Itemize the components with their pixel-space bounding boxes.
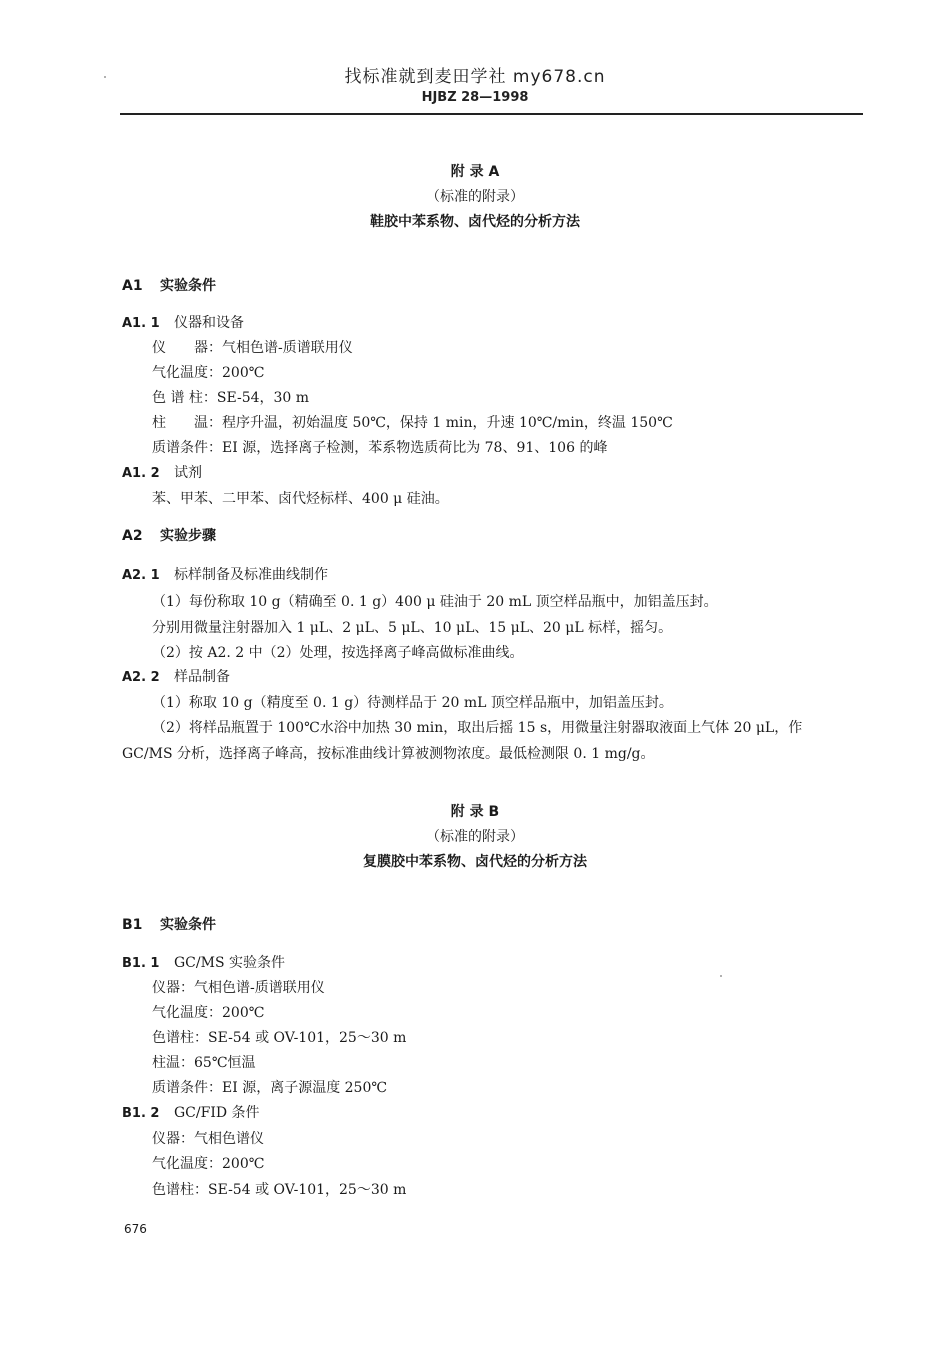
a1-1-line-2: 气化温度：200℃ <box>152 365 265 381</box>
subsection-b1-2-label: GC/FID 条件 <box>174 1105 260 1121</box>
b1-2-line-3: 色谱柱：SE-54 或 OV-101，25～30 m <box>152 1182 407 1198</box>
a1-1-line-5: 质谱条件：EI 源，选择离子检测，苯系物选质荷比为 78、91、106 的峰 <box>152 440 608 456</box>
subsection-a2-1 <box>122 566 328 585</box>
section-a1-num: A1 <box>122 278 143 294</box>
appendix-b-subtitle: （标准的附录） <box>426 829 524 845</box>
appendix-b-title: 附 录 B <box>450 804 500 820</box>
b1-2-line-1: 仪器：气相色谱仪 <box>152 1131 264 1147</box>
subsection-a1-1 <box>122 314 244 333</box>
a2-2-line-1: （1）称取 10 g（精度至 0. 1 g）待测样品于 20 mL 顶空样品瓶中，加铝盖压封。 <box>152 695 673 711</box>
subsection-b1-1 <box>122 954 285 973</box>
a1-2-line-1: 苯、甲苯、二甲苯、卤代烃标样、400 μ 硅油。 <box>152 491 449 507</box>
subsection-a2-2-label: 样品制备 <box>174 669 230 685</box>
a2-2-line-2: （2）将样品瓶置于 100℃水浴中加热 30 min，取出后摇 15 s，用微量注射器取液面上气体 20 μL，作 <box>152 720 803 736</box>
header-rule <box>120 113 863 115</box>
section-b1 <box>122 916 216 934</box>
appendix-a-heading: 鞋胶中苯系物、卤代烃的分析方法 <box>370 214 580 230</box>
section-a2-num: A2 <box>122 528 143 544</box>
section-a1-label: 实验条件 <box>160 278 216 294</box>
b1-1-line-5: 质谱条件：EI 源，离子源温度 250℃ <box>152 1080 388 1096</box>
section-b1-num: B1 <box>122 917 143 933</box>
a1-1-line-4: 柱 温：程序升温，初始温度 50℃，保持 1 min，升速 10℃/min，终温 150℃ <box>152 415 673 431</box>
subsection-a1-2-label: 试剂 <box>174 465 202 481</box>
header-code: HJBZ 28—1998 <box>421 90 529 105</box>
appendix-a-subtitle: （标准的附录） <box>426 189 524 205</box>
subsection-b1-1-label: GC/MS 实验条件 <box>174 955 285 971</box>
subsection-a1-1-num: A1. 1 <box>122 316 160 331</box>
subsection-a1-2 <box>122 464 202 483</box>
subsection-b1-2 <box>122 1104 260 1123</box>
b1-2-line-2: 气化温度：200℃ <box>152 1156 265 1172</box>
subsection-a2-1-num: A2. 1 <box>122 568 160 583</box>
a1-1-line-3: 色 谱 柱：SE-54，30 m <box>152 390 310 406</box>
section-b1-label: 实验条件 <box>160 917 216 933</box>
appendix-a-title: 附 录 A <box>450 164 500 180</box>
subsection-a2-1-label: 标样制备及标准曲线制作 <box>174 567 328 583</box>
b1-1-line-1: 仪器：气相色谱-质谱联用仪 <box>152 980 325 996</box>
scan-speck <box>720 975 722 977</box>
b1-1-line-4: 柱温：65℃恒温 <box>152 1055 256 1071</box>
b1-1-line-3: 色谱柱：SE-54 或 OV-101，25～30 m <box>152 1030 407 1046</box>
a2-1-line-3: （2）按 A2. 2 中（2）处理，按选择离子峰高做标准曲线。 <box>152 645 524 661</box>
scan-speck <box>104 76 106 78</box>
a1-1-line-1: 仪 器：气相色谱-质谱联用仪 <box>152 340 353 356</box>
subsection-a1-2-num: A1. 2 <box>122 466 160 481</box>
a2-1-line-2: 分别用微量注射器加入 1 μL、2 μL、5 μL、10 μL、15 μL、20 μL 标样，摇匀。 <box>152 620 673 636</box>
subsection-b1-1-num: B1. 1 <box>122 956 160 971</box>
subsection-b1-2-num: B1. 2 <box>122 1106 160 1121</box>
section-a2-label: 实验步骤 <box>160 528 216 544</box>
appendix-b-heading: 复膜胶中苯系物、卤代烃的分析方法 <box>363 854 587 870</box>
subsection-a2-2 <box>122 668 230 687</box>
b1-1-line-2: 气化温度：200℃ <box>152 1005 265 1021</box>
page-number: 676 <box>124 1222 147 1236</box>
section-a1 <box>122 277 216 295</box>
subsection-a1-1-label: 仪器和设备 <box>174 315 244 331</box>
subsection-a2-2-num: A2. 2 <box>122 670 160 685</box>
a2-1-line-1: （1）每份称取 10 g（精确至 0. 1 g）400 μ 硅油于 20 mL 顶空样品瓶中，加铝盖压封。 <box>152 594 718 610</box>
header-site: 找标准就到麦田学社 my678.cn <box>344 67 606 87</box>
a2-2-line-3: GC/MS 分析，选择离子峰高，按标准曲线计算被测物浓度。最低检测限 0. 1 mg/g。 <box>122 746 655 762</box>
section-a2 <box>122 527 216 545</box>
